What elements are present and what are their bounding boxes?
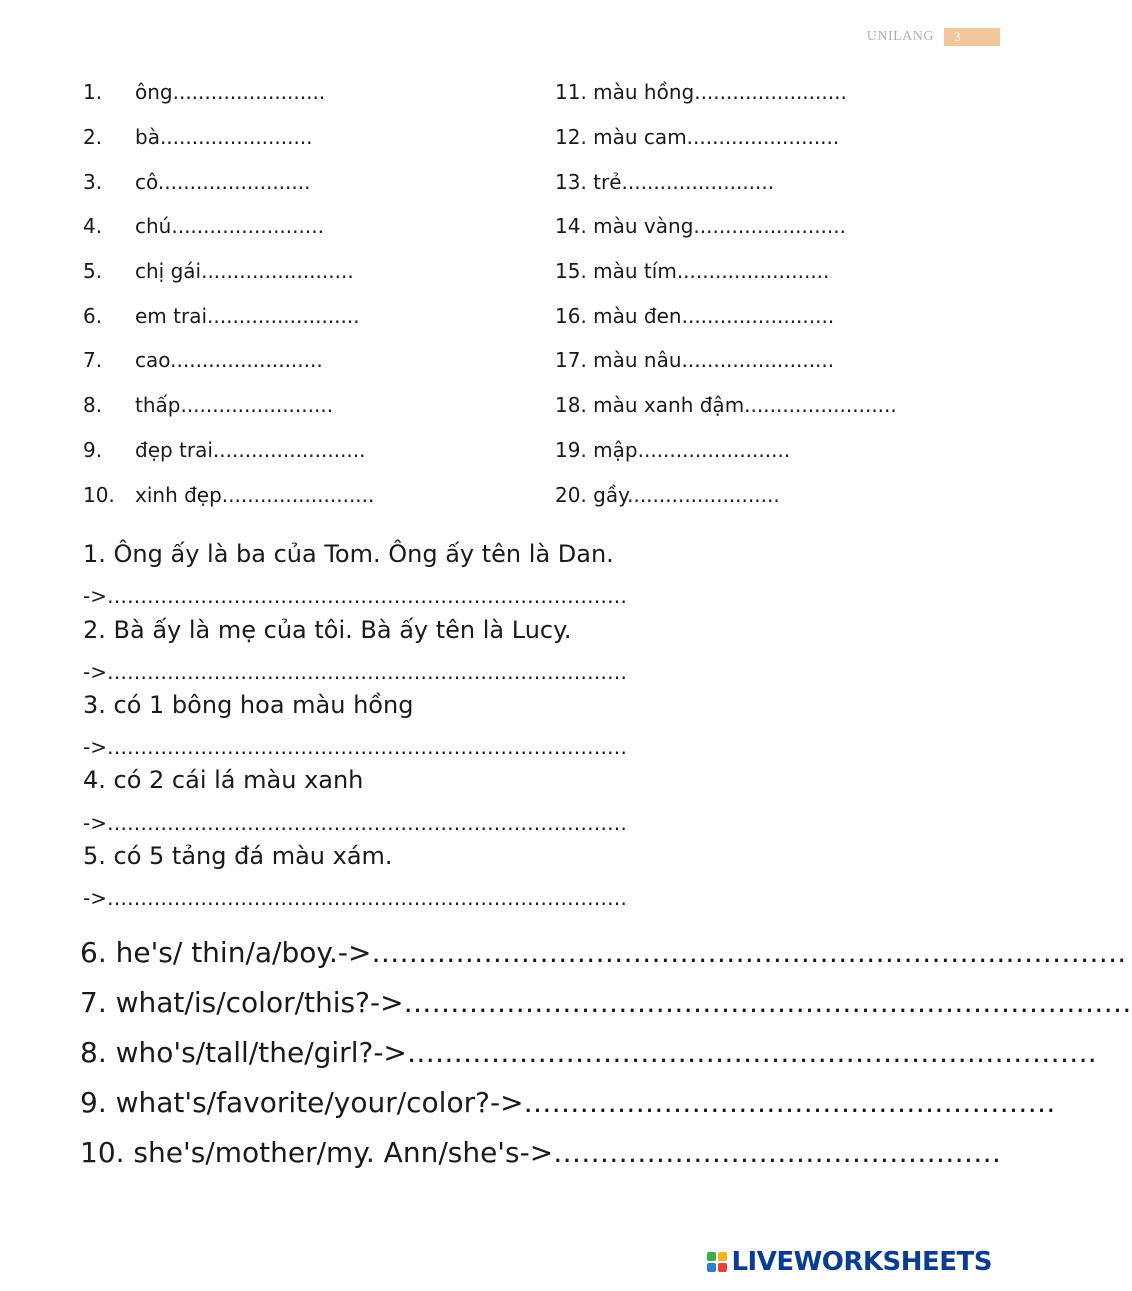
answer-line[interactable]: ->…………………………………………………………………… [83,584,627,608]
vocab-word: cô........................ [135,170,311,194]
answer-line[interactable]: ->…………………………………………………………………… [83,660,627,684]
vocab-number: 5. [83,259,103,283]
vocab-number: 6. [83,304,103,328]
page-header [867,28,1000,46]
answer-line[interactable]: ->…………………………………………………………………… [83,811,627,835]
logo-text: LIVEWORKSHEETS [731,1247,992,1277]
rearrange-item[interactable]: 7. what/is/color/this?->…………………………………………………………………… [80,986,1132,1019]
vocab-word: 19. mập........................ [555,438,791,462]
vocab-word: 15. màu tím........................ [555,259,830,283]
vocab-word: 14. màu vàng........................ [555,214,846,238]
vocab-word: chú........................ [135,214,324,238]
vocab-word: thấp........................ [135,393,334,417]
rearrange-item[interactable]: 10. she's/mother/my. Ann/she's->………………………………………… [80,1136,1002,1169]
page-number-badge: 3 [944,28,1000,46]
vocab-word: 16. màu đen........................ [555,304,835,328]
vocab-number: 3. [83,170,103,194]
rearrange-item[interactable]: 9. what's/favorite/your/color?->………………………………………………… [80,1086,1056,1119]
vocab-word: đẹp trai........................ [135,438,366,462]
brand-label: UNILANG [866,29,934,44]
logo-cubes-icon [707,1252,727,1272]
vocab-number: 10. [83,483,115,507]
sentence-prompt: 4. có 2 cái lá màu xanh [83,766,364,794]
sentence-prompt: 1. Ông ấy là ba của Tom. Ông ấy tên là Dan. [83,540,614,568]
vocab-word: 18. màu xanh đậm........................ [555,393,897,417]
vocab-word: chị gái........................ [135,259,354,283]
vocab-number: 9. [83,438,103,462]
vocab-word: 17. màu nâu........................ [555,348,835,372]
vocab-word: 12. màu cam........................ [555,125,840,149]
answer-line[interactable]: ->…………………………………………………………………… [83,735,627,759]
sentence-prompt: 2. Bà ấy là mẹ của tôi. Bà ấy tên là Lucy. [83,616,572,644]
vocab-word: 11. màu hồng........................ [555,80,847,104]
sentence-prompt: 3. có 1 bông hoa màu hồng [83,691,414,719]
vocab-number: 8. [83,393,103,417]
vocab-word: em trai........................ [135,304,360,328]
vocab-number: 1. [83,80,103,104]
vocab-number: 7. [83,348,103,372]
answer-line[interactable]: ->…………………………………………………………………… [83,886,627,910]
logo-cube [718,1263,727,1272]
vocab-word: 13. trẻ........................ [555,170,775,194]
vocab-word: bà........................ [135,125,313,149]
logo-cube [707,1263,716,1272]
vocab-word: 20. gầy........................ [555,483,780,507]
logo-cube [718,1252,727,1261]
rearrange-item[interactable]: 8. who's/tall/the/girl?->…………………………………………………….…………. [80,1036,1097,1069]
vocab-word: xinh đẹp........................ [135,483,375,507]
logo-cube [707,1252,716,1261]
liveworksheets-logo [707,1247,992,1277]
sentence-prompt: 5. có 5 tảng đá màu xám. [83,842,393,870]
vocab-word: ông........................ [135,80,326,104]
vocab-word: cao........................ [135,348,323,372]
vocab-number: 2. [83,125,103,149]
rearrange-item[interactable]: 6. he's/ thin/a/boy.->…………………………………………………………..…………. [80,936,1127,969]
vocab-number: 4. [83,214,103,238]
